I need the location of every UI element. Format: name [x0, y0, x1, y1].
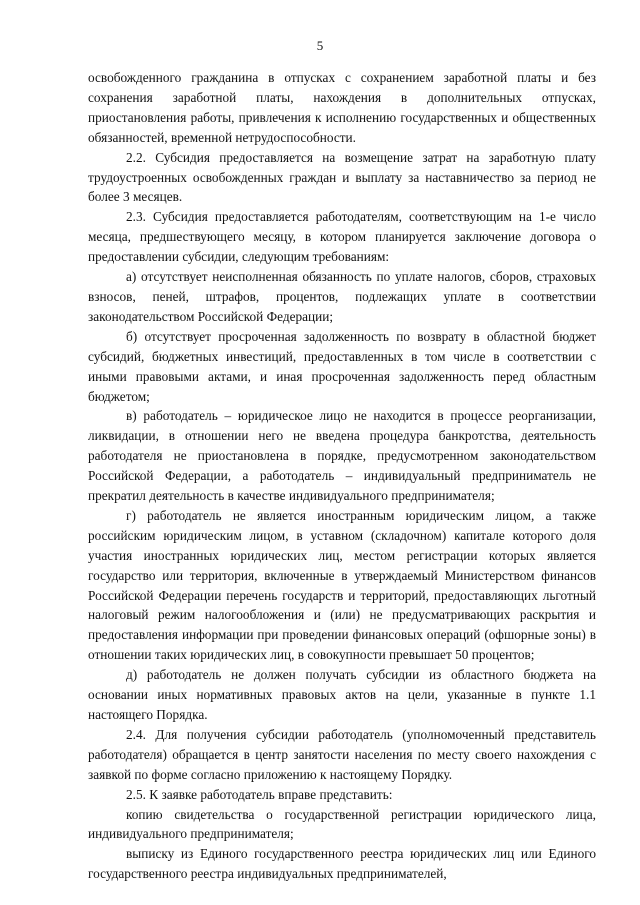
- paragraph-2-5-item-1: копию свидетельства о государственной регистрации юридического лица, индивидуального предпринимателя;: [88, 806, 596, 842]
- paragraph-2-3-a: а) отсутствует неисполненная обязанность по уплате налогов, сборов, страховых взносов, пеней, штрафов, процентов, подлежащих уплате в соответствии законодательством Российской Федерации;: [88, 269, 596, 324]
- paragraph-2-3-v: в) работодатель – юридическое лицо не находится в процессе реорганизации, ликвидации, в отношении него не введена процедура банкротства, деятельность работодателя не приостановлена в порядке, предусмотренном законодательством Российской Федерации, а работодатель – индивидуальный предприниматель не прекратил деятельность в качестве индивидуального предпринимателя;: [88, 408, 596, 504]
- paragraph-2-3-d: д) работодатель не должен получать субсидии из областного бюджета на основании иных нормативных правовых актов на цели, указанные в пункте 1.1 настоящего Порядка.: [88, 667, 596, 722]
- page-number: 5: [316, 38, 324, 53]
- paragraph-2-2: 2.2. Субсидия предоставляется на возмещение затрат на заработную плату трудоустроенных освобожденных граждан и выплату за наставничество за период не более 3 месяцев.: [88, 149, 596, 205]
- paragraph-2-3-b: б) отсутствует просроченная задолженность по возврату в областной бюджет субсидий, бюджетных инвестиций, предоставленных в том числе в соответствии с иными правовыми актами, и иная просроченная задолженность перед областным бюджетом;: [88, 328, 596, 404]
- paragraph-2-5: 2.5. К заявке работодатель вправе представить:: [126, 786, 393, 802]
- paragraph-continuation: освобожденного гражданина в отпусках с сохранением заработной платы и без сохранения заработной платы, нахождения в дополнительных отпусках, приостановления работы, привлечения к исполнению государственных и общественных обязанностей, временной нетрудоспособности.: [88, 70, 596, 145]
- paragraph-2-3: 2.3. Субсидия предоставляется работодателям, соответствующим на 1-е число месяца, предшествующего месяцу, в котором планируется заключение договора о предоставлении субсидии, следующим требованиям:: [88, 209, 596, 265]
- document-body: [88, 68, 596, 884]
- paragraph-2-3-g: г) работодатель не является иностранным юридическим лицом, а также российским юридическим лицом, в уставном (складочном) капитале которого доля участия иностранных юридических лиц, местом регистрации которых является государство или территория, включенные в утверждаемый Министерством финансов Российской Федерации перечень государств и территорий, предоставляющих льготный налоговый режим налогообложения и (или) не предусматривающих раскрытия и предоставления информации при проведении финансовых операций (офшорные зоны) в отношении таких юридических лиц, в совокупности превышает 50 процентов;: [88, 507, 596, 663]
- paragraph-2-5-item-2: выписку из Единого государственного реестра юридических лиц или Единого государственного реестра индивидуальных предпринимателей,: [88, 846, 596, 882]
- paragraph-2-4: 2.4. Для получения субсидии работодатель (уполномоченный представитель работодателя) обращается в центр занятости населения по месту своего нахождения с заявкой по форме согласно приложению к настоящему Порядку.: [88, 726, 596, 782]
